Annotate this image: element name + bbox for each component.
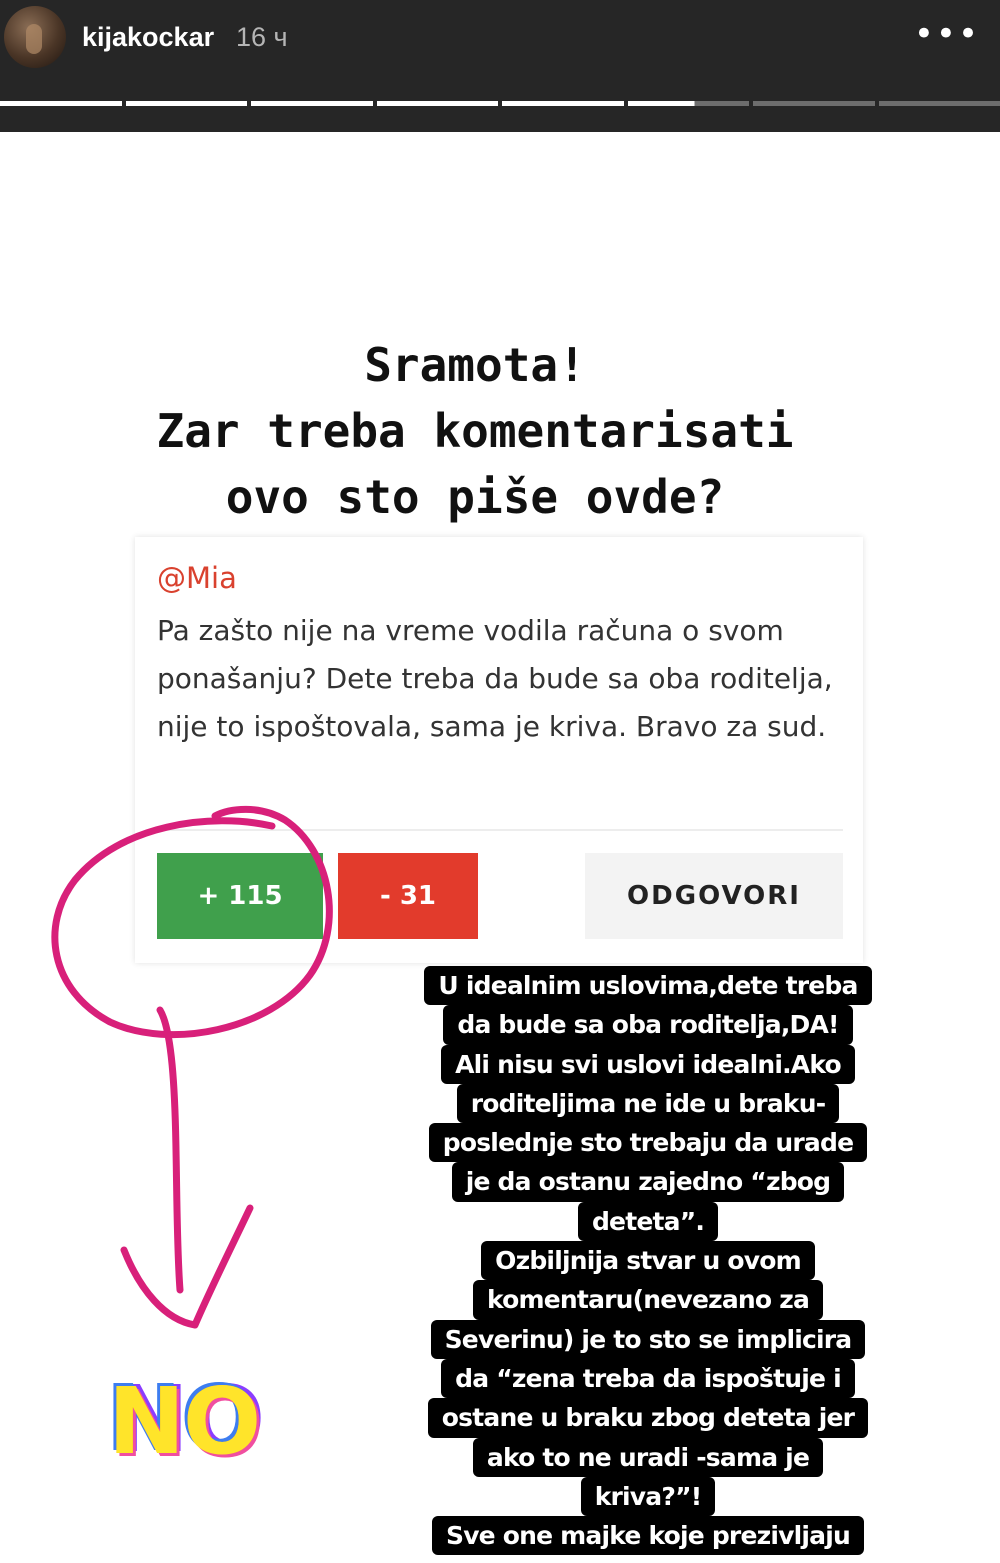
caption-line: roditeljima ne ide u braku- xyxy=(457,1084,840,1123)
arrow-line xyxy=(160,1010,180,1290)
upvote-button[interactable]: + 115 xyxy=(157,853,323,939)
story-progress-bar xyxy=(0,101,1000,107)
caption-line: da bude sa oba roditelja,DA! xyxy=(443,1005,852,1044)
caption-line: Sve one majke koje prezivljaju xyxy=(432,1516,864,1555)
progress-segment xyxy=(753,101,875,106)
caption-line: U idealnim uslovima,dete treba xyxy=(424,966,871,1005)
arrow-head-icon xyxy=(124,1208,250,1325)
headline-line: ovo sto piše ovde? xyxy=(225,470,725,524)
post-time: 16 ч xyxy=(236,22,288,52)
comment-text: Pa zašto nije na vreme vodila računa o svom ponašanju? Dete treba da bude sa oba roditelja, nije to ispoštovala, sama je kriva. Bravo za sud. xyxy=(157,614,833,743)
caption-text-block xyxy=(408,966,888,1555)
progress-segment xyxy=(377,101,499,106)
caption-line: Ali nisu svi uslovi idealni.Ako xyxy=(441,1045,855,1084)
divider xyxy=(157,829,843,831)
progress-segment xyxy=(879,101,1000,106)
progress-segment xyxy=(251,101,373,106)
caption-line: poslednje sto trebaju da urade xyxy=(429,1123,868,1162)
comment-author[interactable]: @Mia xyxy=(157,561,237,595)
more-dots-icon[interactable]: ••• xyxy=(913,14,980,54)
caption-line: da “zena treba da ispoštuje i xyxy=(441,1359,855,1398)
story-header xyxy=(0,0,1000,132)
comment-card xyxy=(135,537,863,963)
caption-line: ostane u braku zbog deteta jer xyxy=(428,1398,868,1437)
progress-segment xyxy=(502,101,624,106)
reply-button[interactable]: ODGOVORI xyxy=(585,853,843,939)
caption-line: Ozbiljnija stvar u ovom xyxy=(481,1241,815,1280)
username[interactable]: kijakockar xyxy=(82,22,215,52)
avatar[interactable] xyxy=(4,6,66,68)
headline-line: Sramota! xyxy=(364,338,586,392)
progress-segment xyxy=(0,101,122,106)
progress-segment xyxy=(126,101,248,106)
caption-line: kriva?”! xyxy=(581,1477,716,1516)
progress-segment-current xyxy=(628,101,750,106)
headline-line: Zar treba komentarisati xyxy=(156,404,794,458)
caption-line: ako to ne uradi -sama je xyxy=(473,1438,823,1477)
caption-line: komentaru(nevezano za xyxy=(473,1280,823,1319)
caption-line: je da ostanu zajedno “zbog xyxy=(452,1162,845,1201)
downvote-button[interactable]: - 31 xyxy=(338,853,478,939)
caption-line: Severinu) je to sto se implicira xyxy=(431,1320,866,1359)
caption-line: deteta”. xyxy=(578,1202,718,1241)
no-sticker: NO xyxy=(108,1368,260,1475)
headline-text xyxy=(0,332,950,530)
